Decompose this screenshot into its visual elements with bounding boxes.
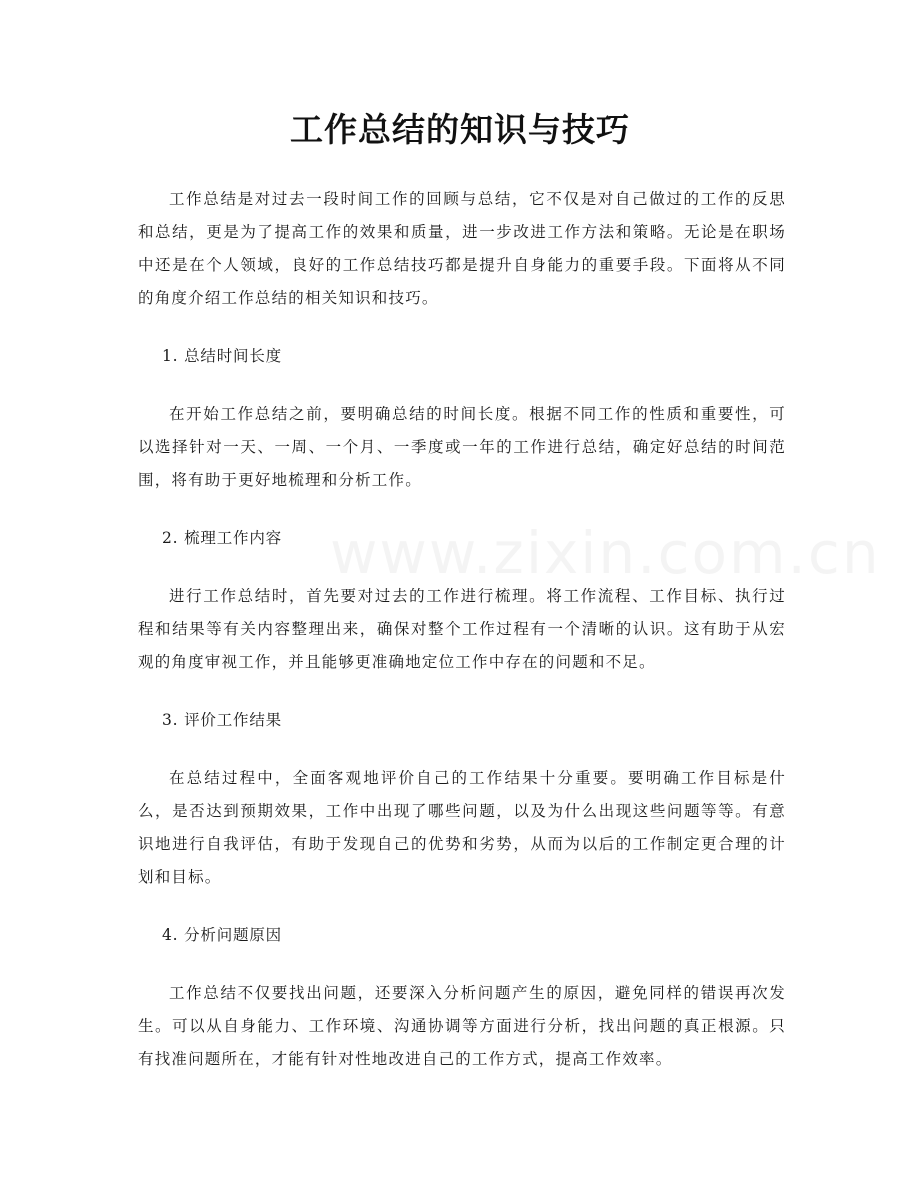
section-heading-3: 3. 评价工作结果 — [162, 711, 282, 729]
section-heading-1: 1. 总结时间长度 — [162, 347, 282, 365]
section-body-1: 在开始工作总结之前，要明确总结的时间长度。根据不同工作的性质和重要性，可以选择针对一天、一周、一个月、一季度或一年的工作进行总结，确定好总结的时间范围，将有助于更好地梳理和分析工作。 — [138, 405, 786, 489]
intro-paragraph: 工作总结是对过去一段时间工作的回顾与总结，它不仅是对自己做过的工作的反思和总结，更是为了提高工作的效果和质量，进一步改进工作方法和策略。无论是在职场中还是在个人领域，良好的工作总结技巧都是提升自身能力的重要手段。下面将从不同的角度介绍工作总结的相关知识和技巧。 — [138, 190, 786, 307]
watermark: www.zixin.com.cn — [330, 519, 881, 587]
section-heading-2: 2. 梳理工作内容 — [162, 529, 282, 547]
section-body-3: 在总结过程中，全面客观地评价自己的工作结果十分重要。要明确工作目标是什么，是否达到预期效果，工作中出现了哪些问题，以及为什么出现这些问题等等。有意识地进行自我评估，有助于发现自己的优势和劣势，从而为以后的工作制定更合理的计划和目标。 — [138, 769, 786, 886]
section-heading-4: 4. 分析问题原因 — [162, 926, 282, 944]
section-body-4: 工作总结不仅要找出问题，还要深入分析问题产生的原因，避免同样的错误再次发生。可以从自身能力、工作环境、沟通协调等方面进行分析，找出问题的真正根源。只有找准问题所在，才能有针对性地改进自己的工作方式，提高工作效率。 — [138, 984, 786, 1068]
document-body — [138, 183, 881, 1101]
section-body-2: 进行工作总结时，首先要对过去的工作进行梳理。将工作流程、工作目标、执行过程和结果等有关内容整理出来，确保对整个工作过程有一个清晰的认识。这有助于从宏观的角度审视工作，并且能够更准确地定位工作中存在的问题和不足。 — [138, 587, 786, 671]
page-title: 工作总结的知识与技巧 — [290, 110, 630, 149]
